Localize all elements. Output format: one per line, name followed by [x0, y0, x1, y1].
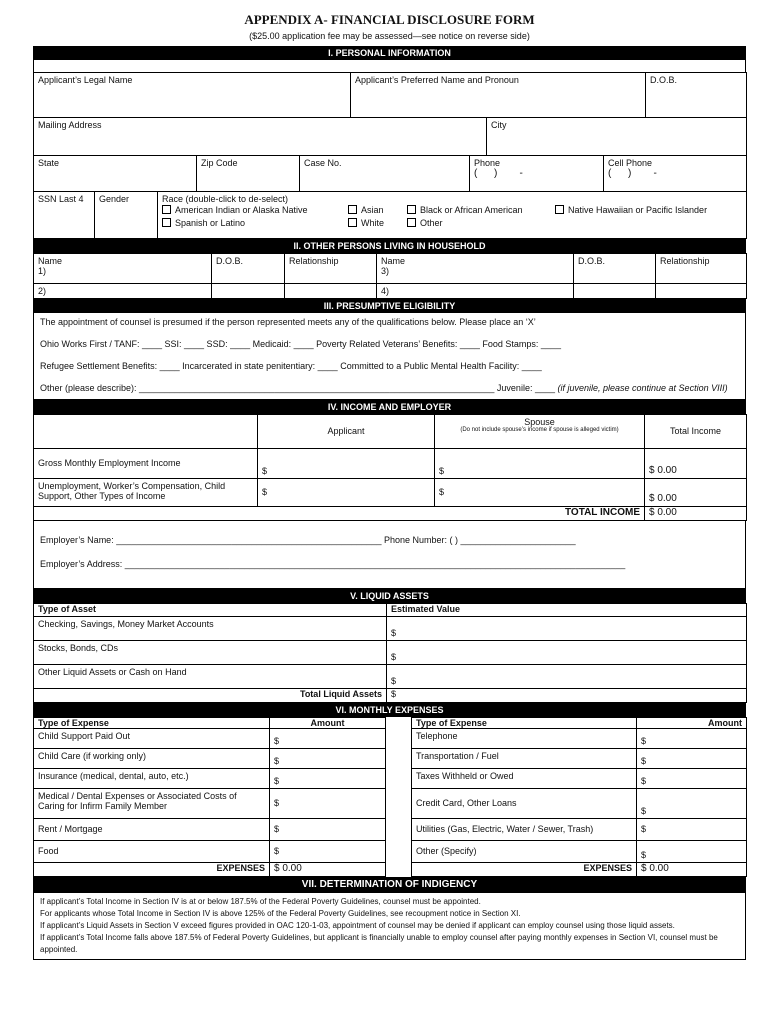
- indigency-heading: VII. DETERMINATION OF INDIGENCY: [33, 877, 746, 893]
- asset-row-stocks: Stocks, Bonds, CDs: [34, 640, 387, 664]
- contact-table: [33, 156, 747, 193]
- asset-other-input[interactable]: $: [387, 664, 747, 688]
- indigency-section: [33, 893, 746, 960]
- household-dob-header: D.O.B.: [212, 253, 285, 283]
- employment-spouse-input[interactable]: $: [435, 448, 645, 478]
- expenses-total-right: $ 0.00: [637, 862, 747, 876]
- gender-field[interactable]: [95, 192, 158, 238]
- legal-name-label: Applicant’s Legal Name: [38, 75, 133, 85]
- expense-medical-input[interactable]: $: [270, 788, 386, 818]
- indigency-line-4: If applicant’s Total Income falls above 187.5% of Federal Poverty Guidelines, but applicant is financially unable to employ counsel after paying monthly expenses in Section VI, counsel must be appointed.: [40, 932, 718, 954]
- expense-credit-card-input[interactable]: $: [637, 788, 747, 818]
- case-field[interactable]: [300, 156, 470, 192]
- income-spouse-header: Spouse: [524, 416, 555, 427]
- race-option-black[interactable]: Black or African American: [407, 205, 523, 215]
- household-name-header: Name: [38, 255, 63, 266]
- indigency-line-2: For applicants whose Total Income in Section IV is above 125% of the Federal Poverty Guidelines, see recoupment notice in Section XI.: [40, 908, 521, 918]
- expense-other-input[interactable]: $: [637, 840, 747, 862]
- expense-medical: Medical / Dental Expenses or Associated Costs of Caring for Infirm Family Member: [34, 788, 270, 818]
- total-assets-label: Total Liquid Assets: [34, 688, 387, 702]
- expense-child-care: Child Care (if working only): [34, 748, 270, 768]
- cell-field[interactable]: [604, 156, 747, 192]
- personal-info-table: [33, 72, 747, 118]
- expense-insurance: Insurance (medical, dental, auto, etc.): [34, 768, 270, 788]
- asset-checking-input[interactable]: $: [387, 616, 747, 640]
- race-field: [158, 192, 747, 238]
- income-applicant-header: Applicant: [258, 414, 435, 448]
- checkbox-icon: [407, 205, 416, 214]
- checkbox-icon: [555, 205, 564, 214]
- eligibility-section: [33, 313, 746, 400]
- expenses-total-left: $ 0.00: [270, 862, 386, 876]
- expense-insurance-input[interactable]: $: [270, 768, 386, 788]
- race-option-spanish-latino[interactable]: Spanish or Latino: [162, 218, 245, 228]
- cell-format: ( ) -: [608, 167, 657, 179]
- zip-label: Zip Code: [201, 157, 238, 168]
- ssn-field[interactable]: [34, 192, 95, 238]
- city-field[interactable]: [487, 118, 747, 155]
- state-field[interactable]: [34, 156, 197, 192]
- race-option-white[interactable]: White: [348, 218, 384, 228]
- expense-type-header-left: Type of Expense: [34, 717, 270, 728]
- expense-child-support: Child Support Paid Out: [34, 728, 270, 748]
- household-heading: II. OTHER PERSONS LIVING IN HOUSEHOLD: [33, 239, 746, 253]
- assets-table: [33, 603, 747, 703]
- legal-name-field[interactable]: [34, 73, 351, 118]
- demographics-table: [33, 192, 747, 239]
- asset-value-header: Estimated Value: [387, 603, 747, 616]
- expense-transportation-input[interactable]: $: [637, 748, 747, 768]
- zip-field[interactable]: [197, 156, 300, 192]
- asset-type-header: Type of Asset: [34, 603, 387, 616]
- expense-credit-card: Credit Card, Other Loans: [412, 788, 637, 818]
- expense-food-input[interactable]: $: [270, 840, 386, 862]
- employer-name-line[interactable]: Employer’s Name: _____________________________________________________ Phone Number: ( ) _______________________: [40, 534, 576, 545]
- other-income-spouse-input[interactable]: $: [435, 478, 645, 506]
- employer-section: [33, 521, 746, 589]
- case-label: Case No.: [304, 157, 342, 168]
- expense-food: Food: [34, 840, 270, 862]
- dob-field[interactable]: [646, 73, 747, 118]
- assets-heading: V. LIQUID ASSETS: [33, 589, 746, 603]
- expense-amount-header-left: Amount: [270, 717, 386, 728]
- household-row-4-dob[interactable]: [574, 283, 656, 298]
- form-subtitle: ($25.00 application fee may be assessed—see notice on reverse side): [249, 31, 530, 41]
- expense-other: Other (Specify): [412, 840, 637, 862]
- state-label: State: [38, 157, 60, 168]
- household-relationship-header-2: Relationship: [656, 253, 747, 283]
- employment-income-label: Gross Monthly Employment Income: [34, 448, 258, 478]
- checkbox-icon: [348, 205, 357, 214]
- total-income-label: TOTAL INCOME: [34, 506, 645, 520]
- race-option-native-hawaiian[interactable]: Native Hawaiian or Pacific Islander: [555, 205, 707, 215]
- race-option-asian[interactable]: Asian: [348, 205, 384, 215]
- household-name-header-2: Name: [381, 255, 406, 266]
- total-income-header: Total Income: [645, 414, 747, 448]
- race-label: Race (double-click to de-select): [162, 194, 289, 204]
- household-table: [33, 253, 747, 299]
- expense-child-care-input[interactable]: $: [270, 748, 386, 768]
- expense-telephone-input[interactable]: $: [637, 728, 747, 748]
- financial-disclosure-form: [33, 0, 746, 960]
- checkbox-icon: [407, 218, 416, 227]
- other-income-applicant-input[interactable]: $: [258, 478, 435, 506]
- expenses-total-label-left: EXPENSES: [34, 862, 270, 876]
- expense-type-header-right: Type of Expense: [412, 717, 637, 728]
- gender-label: Gender: [99, 194, 130, 204]
- household-row-2[interactable]: 2): [34, 283, 212, 298]
- eligibility-intro: The appointment of counsel is presumed if the person represented meets any of the qualifications below. Please place an ‘X’: [40, 316, 536, 327]
- dob-label: D.O.B.: [650, 75, 678, 85]
- expense-utilities: Utilities (Gas, Electric, Water / Sewer, Trash): [412, 818, 637, 840]
- mailing-label: Mailing Address: [38, 120, 102, 130]
- asset-row-other: Other Liquid Assets or Cash on Hand: [34, 664, 387, 688]
- expense-taxes-input[interactable]: $: [637, 768, 747, 788]
- phone-format: ( ) -: [474, 167, 523, 179]
- other-income-total: $ 0.00: [645, 478, 747, 506]
- checkbox-icon: [162, 205, 171, 214]
- expenses-heading: VI. MONTHLY EXPENSES: [33, 703, 746, 717]
- race-option-other[interactable]: Other: [407, 218, 443, 228]
- household-row-4[interactable]: 4): [377, 283, 574, 298]
- indigency-line-3: If applicant’s Liquid Assets in Section V exceed figures provided in OAC 120-1-03, appointment of counsel may be denied if applicant can employ counsel using those liquid assets.: [40, 920, 675, 930]
- juvenile-note: (if juvenile, please continue at Section VIII): [557, 382, 728, 393]
- income-table: [33, 414, 747, 521]
- total-income-value: $ 0.00: [645, 506, 747, 520]
- expenses-table: [33, 717, 747, 877]
- employment-total: $ 0.00: [645, 448, 747, 478]
- expense-transportation: Transportation / Fuel: [412, 748, 637, 768]
- eligibility-benefits-line-2[interactable]: Refugee Settlement Benefits: ____ Incarcerated in state penitentiary: ____ Committed to a Public Mental Health Facility: ____: [40, 360, 542, 371]
- form-title: APPENDIX A- FINANCIAL DISCLOSURE FORM: [244, 12, 535, 27]
- household-relationship-header: Relationship: [285, 253, 377, 283]
- employment-applicant-input[interactable]: $: [258, 448, 435, 478]
- expenses-total-label-right: EXPENSES: [412, 862, 637, 876]
- expense-utilities-input[interactable]: $: [637, 818, 747, 840]
- asset-stocks-input[interactable]: $: [387, 640, 747, 664]
- household-row-4-relationship[interactable]: [656, 283, 747, 298]
- preferred-name-field[interactable]: [351, 73, 646, 118]
- spouse-note: (Do not include spouse’s income if spouse is alleged victim): [460, 426, 619, 433]
- expense-taxes: Taxes Withheld or Owed: [412, 768, 637, 788]
- cell-label: Cell Phone: [608, 157, 653, 168]
- mailing-address-field[interactable]: [34, 118, 487, 155]
- household-row-1[interactable]: 1): [38, 265, 47, 276]
- household-row-2-dob[interactable]: [212, 283, 285, 298]
- eligibility-heading: III. PRESUMPTIVE ELIGIBILITY: [33, 299, 746, 313]
- household-row-3[interactable]: 3): [381, 265, 390, 276]
- household-row-2-relationship[interactable]: [285, 283, 377, 298]
- address-table: [33, 118, 747, 156]
- checkbox-icon: [348, 218, 357, 227]
- income-heading: IV. INCOME AND EMPLOYER: [33, 400, 746, 414]
- expense-rent-input[interactable]: $: [270, 818, 386, 840]
- other-income-label: Unemployment, Worker’s Compensation, Child Support, Other Types of Income: [34, 478, 258, 506]
- phone-field[interactable]: [470, 156, 604, 192]
- employer-address-line[interactable]: Employer’s Address: ____________________________________________________________________________________________________: [40, 558, 626, 569]
- race-option-american-indian[interactable]: American Indian or Alaska Native: [162, 205, 308, 215]
- expense-telephone: Telephone: [412, 728, 637, 748]
- phone-label: Phone: [474, 157, 501, 168]
- checkbox-icon: [162, 218, 171, 227]
- asset-row-checking: Checking, Savings, Money Market Accounts: [34, 616, 387, 640]
- eligibility-benefits-line-1[interactable]: Ohio Works First / TANF: ____ SSI: ____ SSD: ____ Medicaid: ____ Poverty Related Veterans’ Benefits: ____ Food Stamps: ____: [40, 338, 561, 349]
- ssn-label: SSN Last 4: [38, 194, 84, 204]
- expense-rent: Rent / Mortgage: [34, 818, 270, 840]
- indigency-line-1: If applicant’s Total Income in Section IV is at or below 187.5% of the Federal Poverty Guidelines, counsel must be appointed.: [40, 896, 481, 906]
- expense-amount-header-right: Amount: [637, 717, 747, 728]
- household-dob-header-2: D.O.B.: [574, 253, 656, 283]
- personal-info-heading: I. PERSONAL INFORMATION: [33, 46, 746, 60]
- city-label: City: [491, 120, 507, 130]
- total-assets-value: $: [387, 688, 747, 702]
- preferred-name-label: Applicant’s Preferred Name and Pronoun: [355, 75, 519, 85]
- eligibility-other-line[interactable]: Other (please describe): _______________________________________________________________________ Juvenile: ____: [40, 382, 555, 393]
- expense-child-support-input[interactable]: $: [270, 728, 386, 748]
